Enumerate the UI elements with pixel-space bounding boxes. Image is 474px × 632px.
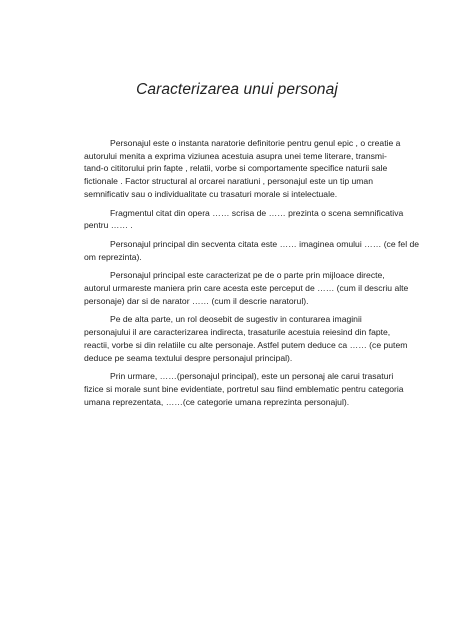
text-line: Prin urmare, ……(personajul principal), este un personaj ale carui trasaturi [110, 371, 394, 382]
text-line: Pe de alta parte, un rol deosebit de sugestiv in conturarea imaginii [110, 314, 362, 325]
text-line: semnificativ sau o individualitate cu trasaturi morale si intelectuale. [84, 188, 338, 199]
text-line: fizice si morale sunt bine evidentiate, portretul sau fiind emblematic pentru categoria [84, 383, 404, 394]
text-line: Personajul este o instanta naratorie definitorie pentru genul epic , o creatie a [110, 138, 401, 148]
text-line: personaje) dar si de narator …… (cum il descrie naratorul). [84, 295, 309, 306]
text-line: om reprezinta). [84, 251, 142, 262]
text-line: deduce pe seama textului despre personajul principal). [84, 352, 293, 363]
text-line: tand-o cititorului prin fapte , relatii, vorbe si comportamente specifice naturii sale [84, 163, 388, 174]
paragraph-main-character [84, 238, 420, 263]
document-body [84, 137, 420, 414]
text-line: pentru …… . [84, 220, 133, 231]
paragraph-fragment [84, 207, 406, 232]
paragraph-indirect-characterization [84, 313, 406, 364]
text-line: umana reprezentata, ……(ce categorie umana reprezinta personajul). [84, 396, 350, 407]
text-line: Fragmentul citat din opera …… scrisa de …… prezinta o scena semnificativa [110, 207, 404, 218]
paragraph-intro [84, 137, 406, 201]
text-line: autorului menita a exprima viziunea acestuia asupra unei teme literare, transmi- [84, 150, 387, 161]
text-line: Personajul principal este caracterizat pe de o parte prin mijloace directe, [110, 270, 385, 281]
text-line: autorul urmareste maniera prin care acesta este perceput de …… (cum il descriu alte [84, 283, 409, 294]
paragraph-direct-characterization [84, 269, 409, 307]
text-line: personajului il are caracterizarea indirecta, trasaturile acestuia reiesind din fapte, [84, 327, 391, 338]
text-line: fictionale . Factor structural al orcarei naratiuni , personajul este un tip uman [84, 176, 373, 187]
document-title: Caracterizarea unui personaj [136, 81, 338, 98]
text-line: reactii, vorbe si din relatiile cu alte personaje. Astfel putem deduce ca …… (ce putem [84, 339, 408, 350]
text-line: Personajul principal din secventa citata este …… imaginea omului …… (ce fel de [110, 238, 420, 249]
paragraph-conclusion [84, 370, 406, 408]
